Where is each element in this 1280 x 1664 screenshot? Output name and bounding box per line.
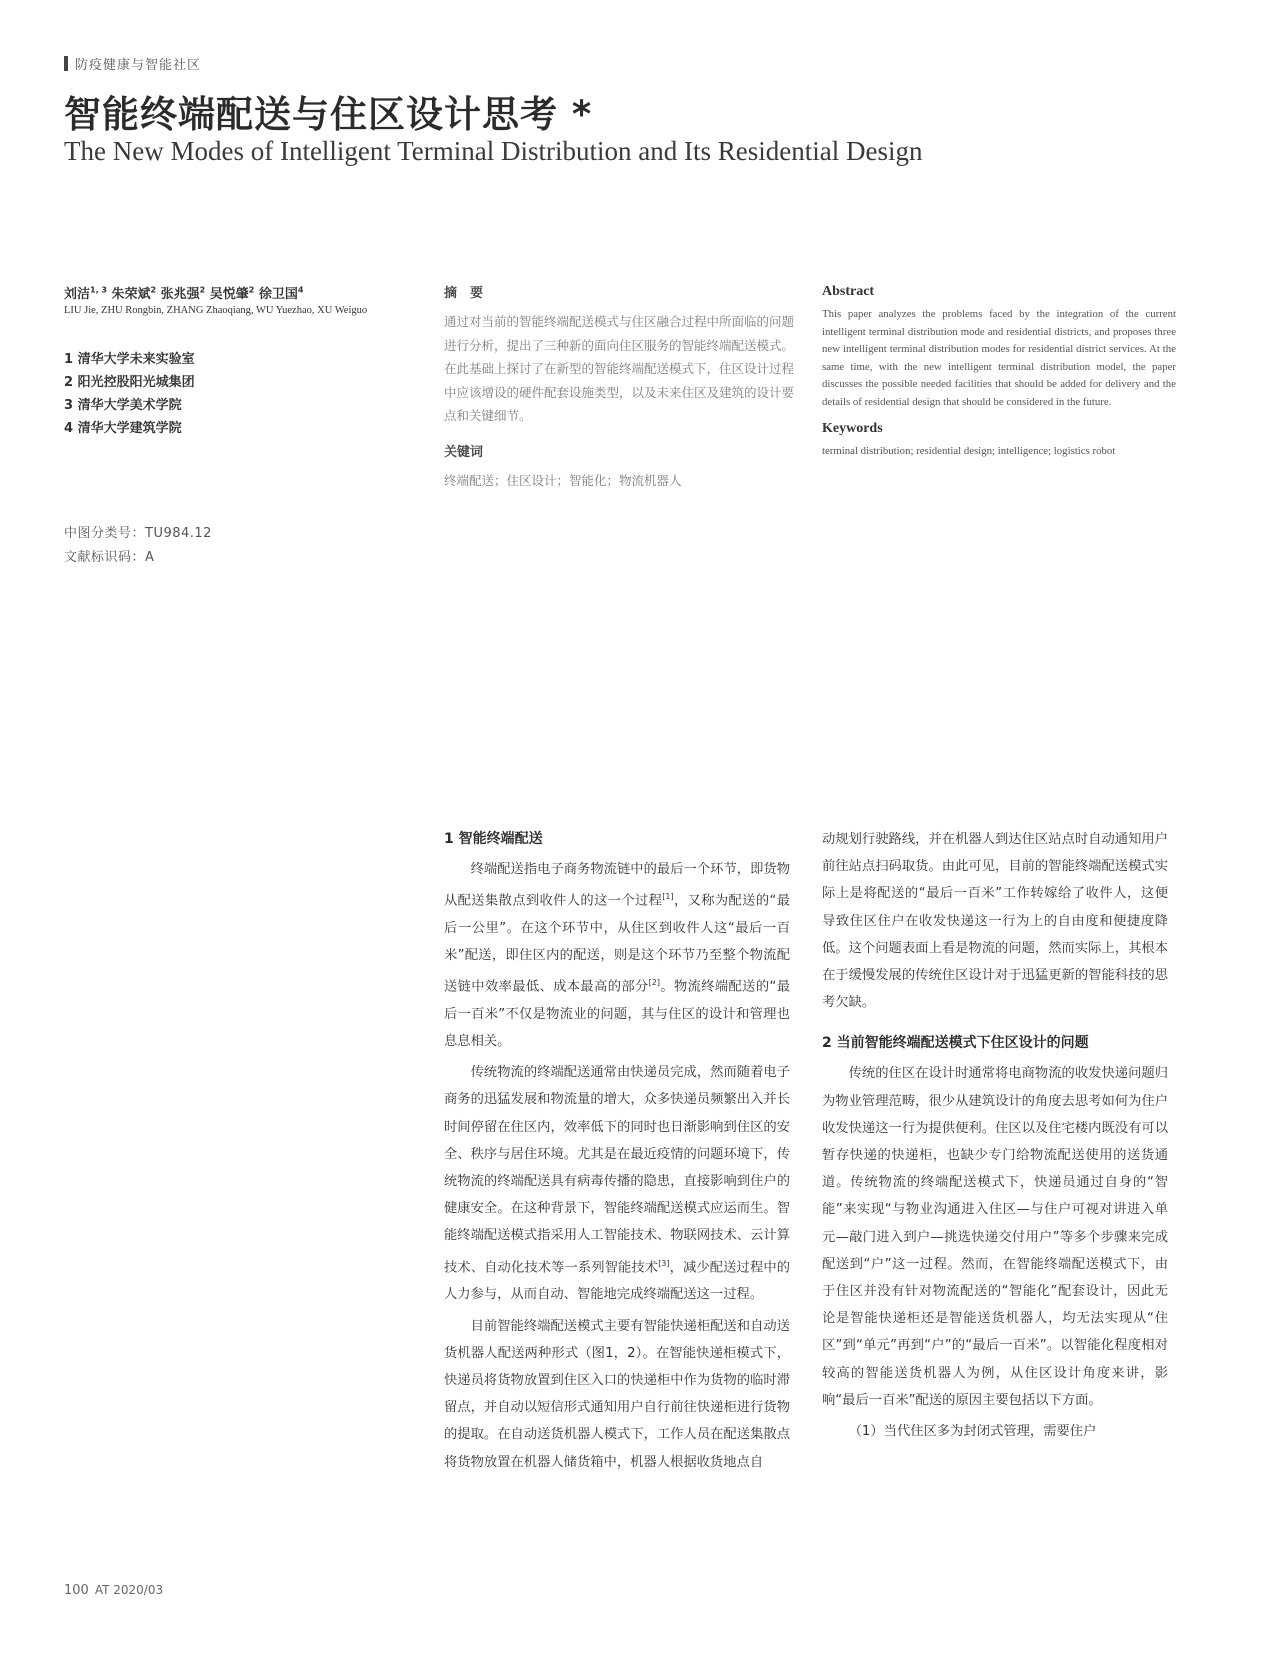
- affiliation: 1 清华大学未来实验室: [64, 352, 195, 367]
- author-name: 张兆强: [160, 287, 200, 302]
- abstract-cn-title: 摘 要: [444, 286, 484, 301]
- text-run: ，减少配送过程中的人力参与，从而自动、智能地完成终端配送这一过程。: [444, 1260, 791, 1303]
- body-column-left: [444, 826, 790, 1476]
- body-paragraph-continued: 动规划行驶路线，并在机器人到达住区站点时自动通知用户前往站点扫码取货。由此可见，目前的智能终端配送模式实际上是将配送的“最后一百米”工作转嫁给了收件人，这便导致住区住户在收发快递这一行为上的自由度和便捷度降低。这个问题表面上看是物流的问题，然而实际上，其根本在于缓慢发展的传统住区设计对于迅猛更新的智能科技的思考欠缺。: [822, 832, 1168, 1011]
- text-run: 。物流终端配送的“最后一百米”不仅是物流业的问题，其与住区的设计和管理也息息相关。: [444, 979, 791, 1050]
- section-label: 防疫健康与智能社区: [75, 58, 202, 73]
- affiliation: 2 阳光控股阳光城集团: [64, 375, 195, 390]
- text-run: 传统物流的终端配送通常由快递员完成，然而随着电子商务的迅猛发展和物流量的增大，众多快递员频繁出入并长时间停留在住区内，效率低下的同时也日渐影响到住区的安全、秩序与居住环境。尤其是在最近疫情的问题环境下，传统物流的终端配送具有病毒传播的隐患，直接影响到住户的健康安全。在这种背景下，智能终端配送模式应运而生。智能终端配送模式指采用人工智能技术、物联网技术、云计算技术、自动化技术等一系列智能技术: [444, 1065, 790, 1276]
- text-run: 终端配送指电子商务物流链中的最后一个环节，即货物从配送集散点到收件人的这一个过程: [444, 862, 790, 909]
- section-marker: [64, 56, 68, 71]
- keywords-en: terminal distribution; residential design; intelligence; logistics robot: [822, 445, 1116, 457]
- title-chinese: 智能终端配送与住区设计思考 *: [64, 93, 593, 136]
- author-sup: 2: [199, 285, 206, 295]
- authors-english: LIU Jie, ZHU Rongbin, ZHANG Zhaoqiang, WU Yuezhao, XU Weiguo: [64, 305, 368, 316]
- text-run: ，又称为配送的“最后一公里”。在这个环节中，从住区到收件人这“最后一百米”配送，即住区内的配送，则是这个环节乃至整个物流配送链中效率最低、成本最高的部分: [444, 893, 790, 995]
- body-paragraph: [444, 1059, 790, 1308]
- body-paragraph: 传统的住区在设计时通常将电商物流的收发快递问题归为物业管理范畴，很少从建筑设计的角度去思考如何为住户收发快递这一行为提供便利。住区以及住宅楼内既没有可以暂存快递的快递柜，也缺少专门给物流配送使用的送货通道。传统物流的终端配送模式下，快递员通过自身的“智能”来实现“与物业沟通进入住区—与住户可视对讲进入单元—敲门进入到户—挑选快递交付用户”等多个步骤来完成配送到“户”这一过程。然而，在智能终端配送模式下，由于住区并没有针对物流配送的“智能化”配套设计，因此无论是智能快递柜还是智能送货机器人，均无法实现从“住区”到“单元”再到“户”的“最后一百米”。以智能化程度相对较高的智能送货机器人为例，从住区设计角度来讲，影响“最后一百米”配送的原因主要包括以下方面。: [822, 1066, 1168, 1408]
- author-sup: 1, 3: [90, 285, 107, 295]
- citation: [3]: [658, 1258, 670, 1268]
- author-sup: 2: [150, 285, 157, 295]
- keywords-en-title: Keywords: [822, 421, 883, 436]
- affiliation: 4 清华大学建筑学院: [64, 421, 182, 436]
- citation: [1]: [662, 892, 674, 902]
- citation: [2]: [648, 978, 660, 988]
- author-name: 徐卫国: [258, 287, 298, 302]
- document-code: 文献标识码：A: [64, 550, 155, 565]
- section-1-heading: 1 智能终端配送: [444, 831, 543, 847]
- authors-chinese: [64, 283, 303, 302]
- body-paragraph: （1）当代住区多为封闭式管理，需要住户: [848, 1424, 1097, 1440]
- author-name: 吴悦肇: [209, 287, 249, 302]
- abstract-en-text: This paper analyzes the problems faced by the integration of the current intelligent terminal distribution mode and residential districts, and proposes three new intelligent terminal distribution modes for residential district services. At the same time, with the new intelligent terminal distribution model, the paper discusses the possible needed facilities that should be added for delivery and the details of residential design that should be considered in the future.: [822, 308, 1176, 408]
- author-name: 刘洁: [64, 287, 91, 302]
- author-sup: 4: [297, 285, 304, 295]
- keywords-cn-title: 关键词: [444, 444, 484, 460]
- title-english: The New Modes of Intelligent Terminal Distribution and Its Residential Design: [64, 136, 923, 166]
- page-number: 100: [64, 1583, 89, 1598]
- body-column-right: [822, 826, 1168, 1445]
- abstract-english: [822, 284, 1176, 461]
- author-name: 朱荣斌: [111, 287, 151, 302]
- abstract-en-title: Abstract: [822, 284, 875, 299]
- body-paragraph: [444, 856, 790, 1055]
- author-sup: 2: [248, 285, 255, 295]
- affiliations: [64, 348, 195, 440]
- keywords-cn: 终端配送；住区设计；智能化；物流机器人: [444, 472, 682, 488]
- journal-issue: AT 2020/03: [94, 1583, 164, 1597]
- abstract-chinese: [444, 282, 796, 492]
- clc-number: 中图分类号：TU984.12: [64, 526, 212, 541]
- page-footer: [64, 1583, 163, 1598]
- body-paragraph: 目前智能终端配送模式主要有智能快递柜配送和自动送货机器人配送两种形式（图1，2）。在智能快递柜模式下，快递员将货物放置到住区入口的快递柜中作为货物的临时滞留点，并自动以短信形式通知用户自行前往快递柜进行货物的提取。在自动送货机器人模式下，工作人员在配送集散点将货物放置在机器人储货箱中，机器人根据收货地点自: [444, 1318, 790, 1470]
- section-tag: [64, 54, 201, 73]
- classification: [64, 522, 212, 570]
- section-2-heading: 2 当前智能终端配送模式下住区设计的问题: [822, 1035, 1089, 1052]
- abstract-cn-text: 通过对当前的智能终端配送模式与住区融合过程中所面临的问题进行分析，提出了三种新的面向住区服务的智能终端配送模式。在此基础上探讨了在新型的智能终端配送模式下，住区设计过程中应该增设的硬件配套设施类型，以及未来住区及建筑的设计要点和关键细节。: [444, 314, 795, 423]
- affiliation: 3 清华大学美术学院: [64, 398, 182, 413]
